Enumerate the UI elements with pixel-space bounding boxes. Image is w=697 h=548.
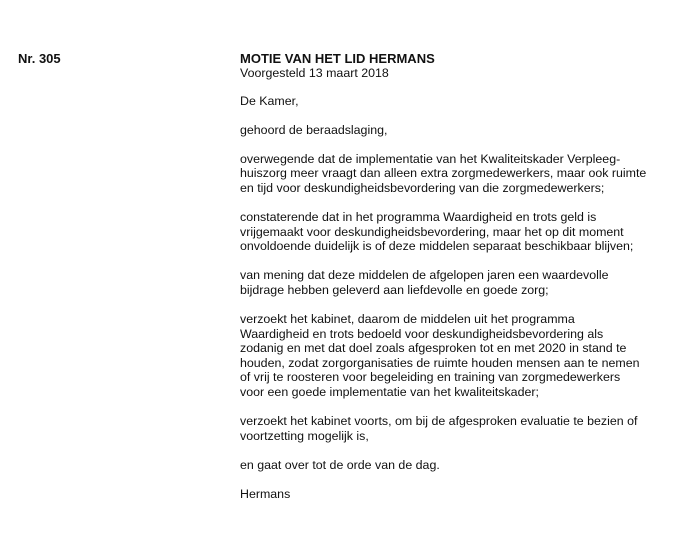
paragraph-line: vrijgemaakt voor deskundigheidsbevordering, maar het op dit moment [240, 224, 624, 239]
paragraph-line: overwegende dat de implementatie van het Kwaliteitskader Verpleeg- [240, 151, 621, 166]
paragraph-line: De Kamer, [240, 93, 299, 108]
paragraph-considering [240, 152, 680, 196]
paragraph-line: en gaat over tot de orde van de dag. [240, 457, 440, 472]
motion-body [240, 52, 680, 501]
paragraph-line: voortzetting mogelijk is, [240, 428, 369, 443]
paragraph-line: verzoekt het kabinet, daarom de middelen uit het programma [240, 312, 575, 327]
document-number: Nr. 305 [18, 51, 61, 66]
paragraph-line: houden, zodat zorgorganisaties de ruimte houden mensen aan te nemen [240, 355, 640, 370]
paragraph-line: of vrij te roosteren voor begeleiding en training van zorgmedewerkers [240, 370, 621, 385]
paragraph-line: bijdrage hebben geleverd aan liefdevolle en goede zorg; [240, 282, 549, 297]
paragraph-line: verzoekt het kabinet voorts, om bij de afgesproken evaluatie te bezien of [240, 414, 638, 429]
paragraph-line: onvoldoende duidelijk is of deze middelen separaat beschikbaar blijven; [240, 239, 634, 254]
paragraph-deliberation [240, 123, 680, 138]
paragraph-closing [240, 458, 680, 473]
paragraph-further-request [240, 414, 680, 443]
paragraph-line: van mening dat deze middelen de afgelopen jaren een waardevolle [240, 268, 609, 283]
signature: Hermans [240, 486, 291, 501]
paragraph-line: voor een goede implementatie van het kwaliteitskader; [240, 385, 539, 399]
paragraph-line: en tijd voor deskundigheidsbevordering van die zorgmedewerkers; [240, 180, 605, 195]
paragraph-line: gehoord de beraadslaging, [240, 122, 388, 137]
paragraph-line: zodanig en met dat doel zoals afgesproken tot en met 2020 in stand te [240, 341, 627, 356]
paragraph-noting [240, 210, 680, 254]
paragraph-opinion [240, 268, 680, 297]
paragraph-request [240, 312, 680, 400]
paragraph-addressee [240, 94, 680, 109]
paragraph-line: huiszorg meer vraagt dan alleen extra zorgmedewerkers, maar ook ruimte [240, 166, 647, 181]
motion-title: MOTIE VAN HET LID HERMANS [240, 51, 435, 66]
motion-date: Voorgesteld 13 maart 2018 [240, 66, 389, 80]
paragraph-line: constaterende dat in het programma Waardigheid en trots geld is [240, 210, 597, 225]
paragraph-line: Waardigheid en trots bedoeld voor deskundigheidsbevordering als [240, 326, 604, 341]
